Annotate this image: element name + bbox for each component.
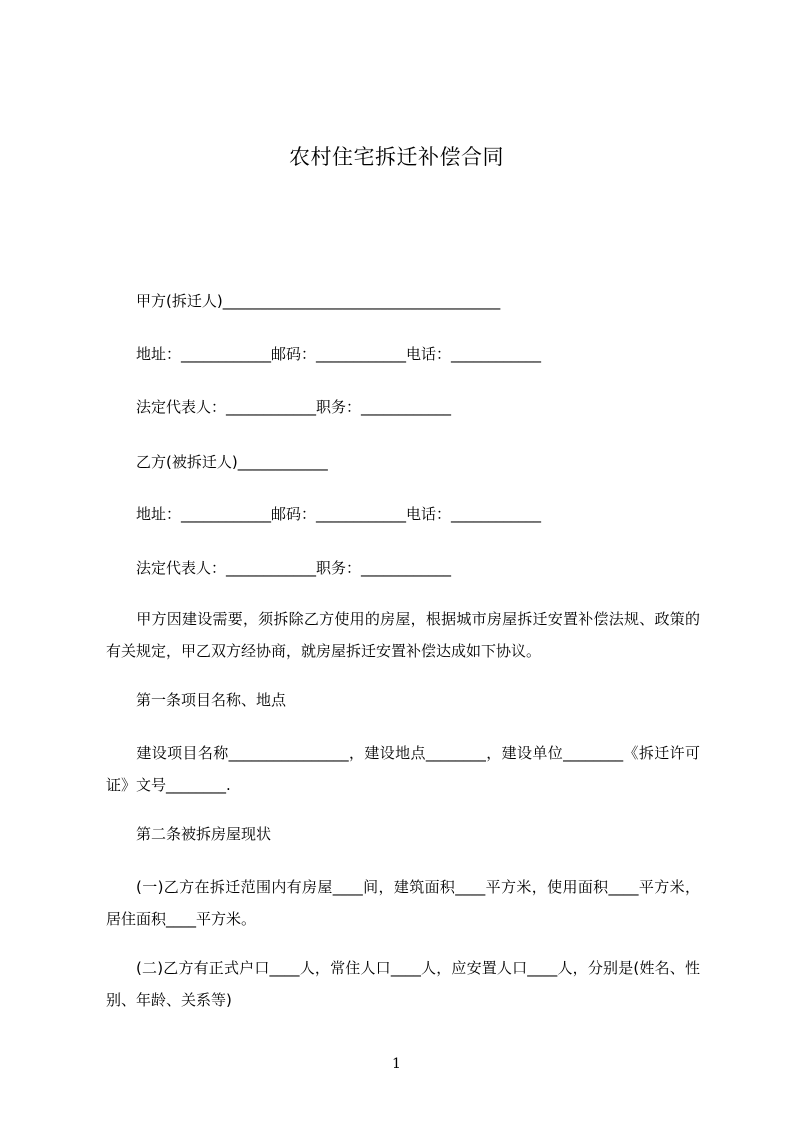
party-b-address-line: 地址：____________邮码：____________电话：____________ [136, 505, 542, 523]
party-a-address-line: 地址：____________邮码：____________电话：____________ [136, 345, 542, 363]
article-1-heading: 第一条项目名称、地点 [136, 691, 287, 709]
article-1-text: 建设项目名称________________，建设地点________，建设单位________《拆迁许可证》文号________. [106, 744, 700, 794]
party-a-header: 甲方(拆迁人)_____________________________________ [136, 292, 501, 310]
article-2-item-1 [106, 871, 700, 935]
document-title: 农村住宅拆迁补偿合同 [289, 145, 504, 169]
article-2-item-1-text: (一)乙方在拆迁范围内有房屋____间，建筑面积____平方米，使用面积____平方米，居住面积____平方米。 [106, 878, 700, 928]
party-b-header: 乙方(被拆迁人)____________ [136, 453, 328, 471]
party-b-representative-line: 法定代表人：____________职务：____________ [136, 559, 452, 577]
page-number: 1 [392, 1056, 401, 1072]
article-1-body [106, 737, 700, 801]
intro-text: 甲方因建设需要，须拆除乙方使用的房屋，根据城市房屋拆迁安置补偿法规、政策的有关规定，甲乙双方经协商，就房屋拆迁安置补偿达成如下协议。 [106, 610, 700, 660]
article-2-item-2-text: (二)乙方有正式户口____人，常住人口____人，应安置人口____人，分别是(姓名、性别、年龄、关系等) [106, 959, 700, 1009]
party-a-representative-line: 法定代表人：____________职务：____________ [136, 398, 452, 416]
intro-paragraph [106, 603, 700, 667]
article-2-item-2 [106, 952, 700, 1016]
article-2-heading: 第二条被拆房屋现状 [136, 825, 272, 843]
